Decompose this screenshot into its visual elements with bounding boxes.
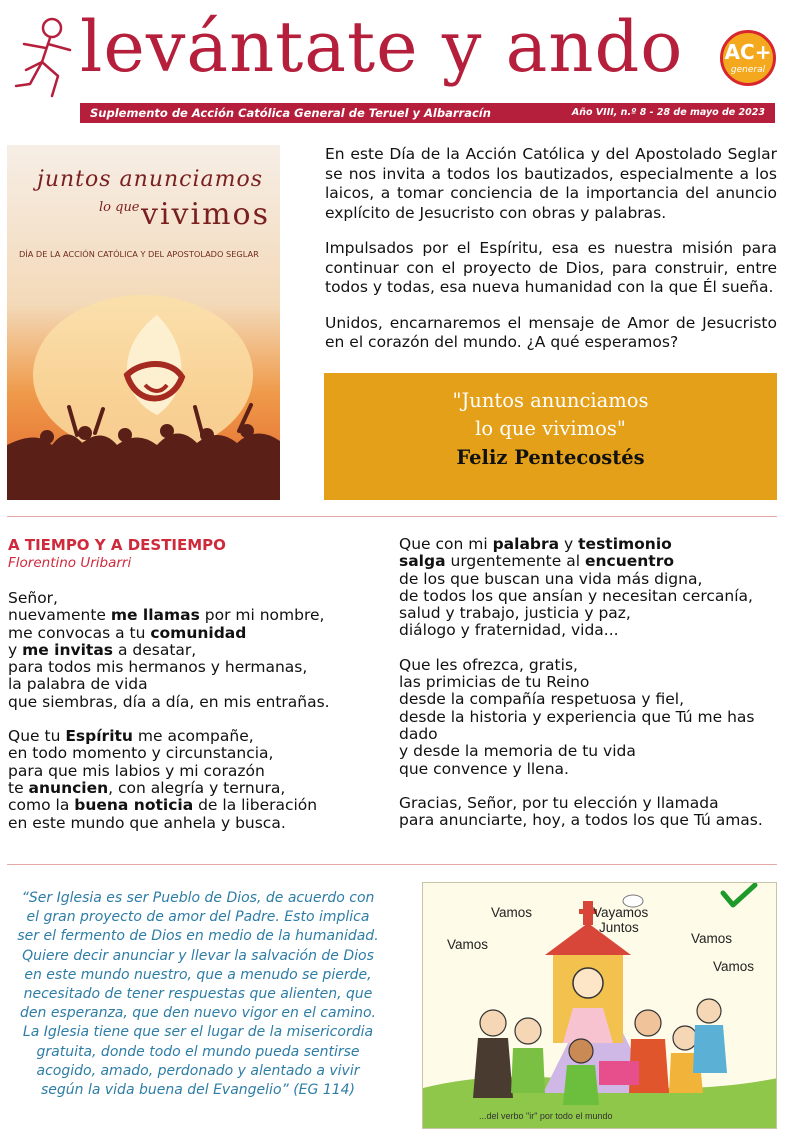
callout-line-1: "Juntos anunciamos [452,389,649,412]
poem-stanza [8,728,388,832]
poem-stanza [399,536,777,640]
issue-info: Año VIII, n.º 8 - 28 de mayo de 2023 [571,107,765,118]
intro-paragraph: Unidos, encarnaremos el mensaje de Amor de Jesucristo en el corazón del mundo. ¿A qué esperamos? [325,313,777,351]
poster-line-4: DÍA DE LA ACCIÓN CATÓLICA Y DEL APOSTOLADO SEGLAR [19,249,259,259]
header-band [80,103,775,123]
cartoon-word: Vayamos [593,905,649,920]
badge-sub-text: general [730,65,766,75]
poem-stanza [8,590,388,711]
poem-stanza [399,657,777,778]
callout-box [324,373,777,500]
poem-line: y me invitas a desatar, [8,640,197,659]
cartoon-word: Vamos [713,959,755,974]
poem-line: en este mundo que anhela y busca. [8,813,286,832]
poem-stanza [399,795,777,830]
section-divider [7,516,777,517]
poem-line: dado [399,724,438,743]
poem-line: para todos mis hermanos y hermanas, [8,658,308,677]
checkmark-icon [723,885,755,905]
masthead-title: levántate y ando [80,6,684,88]
poster-image [7,145,280,500]
poem-line: en todo momento y circunstancia, [8,744,274,763]
poem-line: de todos los que ansían y necesitan cercanía, [399,586,753,605]
poster-line-1: juntos anunciamos [37,167,264,192]
poem-author: Florentino Uribarri [8,555,132,571]
intro-text [325,145,777,369]
cartoon-word: Vamos [491,905,533,920]
cartoon-word: Vamos [691,931,733,946]
ac-general-badge [720,30,776,86]
cartoon-caption: ...del verbo "ir" por todo el mundo [479,1111,613,1121]
poem-line: te anuncien, con alegría y ternura, [8,778,286,797]
poem-line: la palabra de vida [8,675,148,694]
poem-title: A TIEMPO Y A DESTIEMPO [8,536,226,554]
poem-line: desde la compañía respetuosa y fiel, [399,690,685,709]
poem-line: desde la historia y experiencia que Tú me has [399,707,755,726]
badge-main-text: AC+ [724,40,772,64]
cartoon-word: Vamos [447,937,489,952]
cartoon-word: Juntos [599,920,639,935]
poster-line-3: vivimos [141,197,270,232]
callout-line-2: lo que vivimos" [475,417,626,440]
poem-line: para anunciarte, hoy, a todos los que Tú amas. [399,811,763,830]
poem-line: Que les ofrezca, gratis, [399,655,578,674]
poem-line: salga urgentemente al encuentro [399,552,674,571]
poem-line: de los que buscan una vida más digna, [399,569,703,588]
poster-line-2: lo que [99,200,140,215]
poem-line: nuevamente me llamas por mi nombre, [8,606,325,625]
section-divider [7,864,777,865]
poem-line: Que tu Espíritu me acompañe, [8,727,254,746]
poem-line: Señor, [8,589,58,607]
supplement-subtitle: Suplemento de Acción Católica General de Teruel y Albarracín [90,106,491,120]
poem-line: me convocas a tu comunidad [8,623,247,642]
poem-line: que siembras, día a día, en mis entrañas. [8,692,330,711]
cartoon-image [422,882,777,1129]
poem-column-right [399,536,777,846]
poem-line: como la buena noticia de la liberación [8,796,318,815]
poem-line: Que con mi palabra y testimonio [399,535,672,553]
poem-line: y desde la memoria de tu vida [399,742,636,761]
intro-paragraph: Impulsados por el Espíritu, esa es nuestra misión para continuar con el proyecto de Dios, para construir, entre todos y todas, esa nueva humanidad con la que Él sueña. [325,239,777,296]
callout-line-3: Feliz Pentecostés [456,446,645,469]
poem-line: las primicias de tu Reino [399,673,590,692]
poem-line: diálogo y fraternidad, vida... [399,621,619,640]
poem-line: Gracias, Señor, por tu elección y llamada [399,793,719,812]
poem-column-left [8,590,388,849]
evangelii-gaudium-quote: “Ser Iglesia es ser Pueblo de Dios, de acuerdo con el gran proyecto de amor del Padre. Esto implica ser el fermento de Dios en medio de la humanidad. Quiere decir anunciar y llevar la salvación de Dios en este mundo nuestro, que a menudo se pierde, necesitado de tener respuestas que alienten, que den esperanza, que den nuevo vigor en el camino. La Iglesia tiene que ser el lugar de la misericordia gratuita, donde todo el mundo pueda sentirse acogido, amado, perdonado y alentado a vivir según la vida buena del Evangelio” (EG 114) [17,890,379,1099]
poem-line: salud y trabajo, justicia y paz, [399,604,631,623]
intro-paragraph: En este Día de la Acción Católica y del Apostolado Seglar se nos invita a todos los bautizados, especialmente a los laicos, a tomar conciencia de la importancia del anuncio explícito de Jesucristo con obras y palabras. [325,145,777,222]
runner-logo-icon [12,10,84,100]
poem-line: para que mis labios y mi corazón [8,761,265,780]
poem-line: que convence y llena. [399,759,569,778]
